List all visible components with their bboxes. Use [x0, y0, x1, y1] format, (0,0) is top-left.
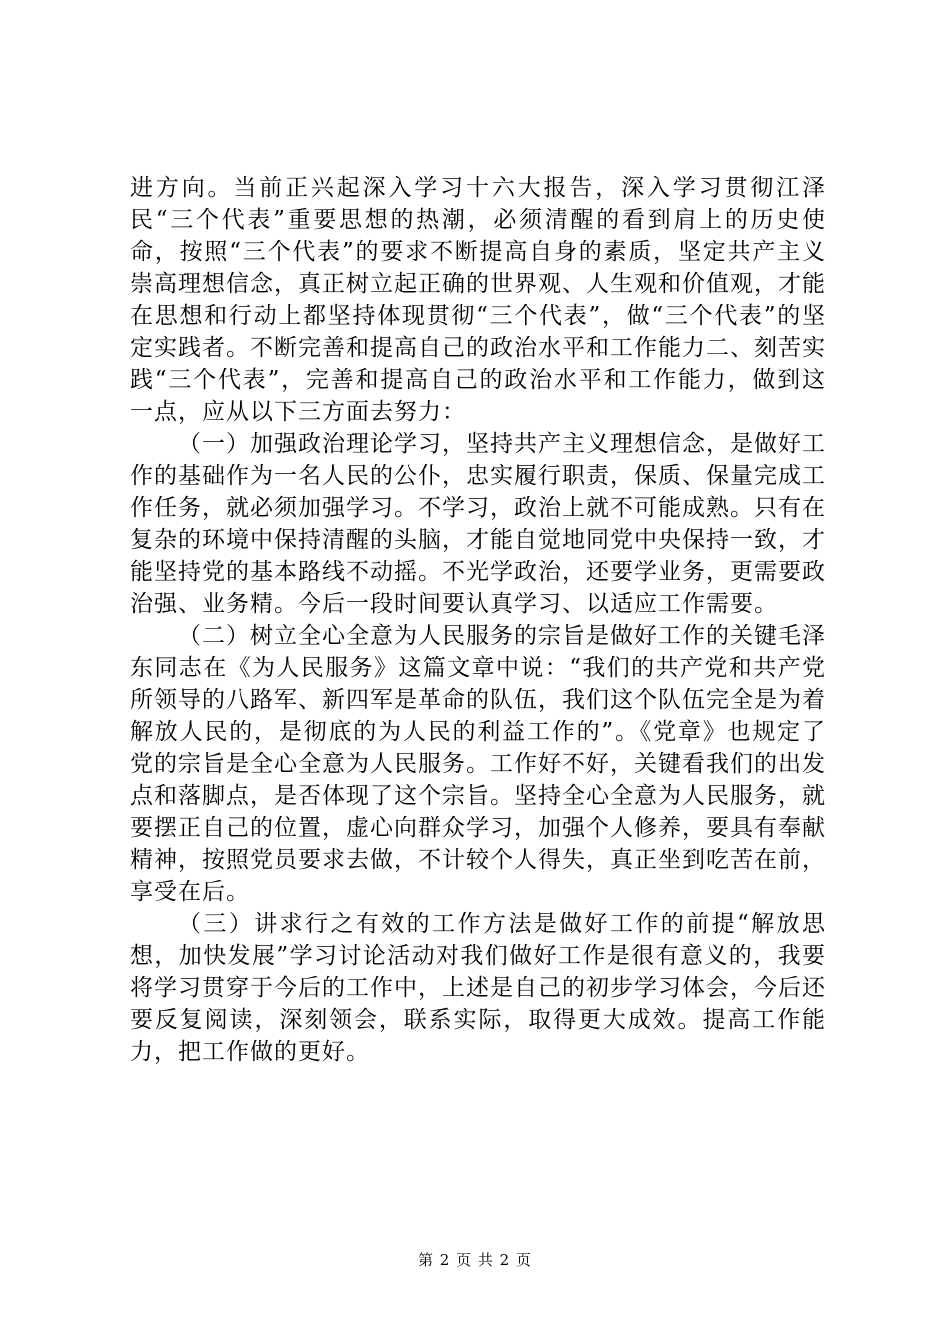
paragraph-section-one: （一）加强政治理论学习，坚持共产主义理想信念，是做好工作的基础作为一名人民的公仆，忠实履行职责，保质、保量完成工作任务，就必须加强学习。不学习，政治上就不可能成熟。只有在复杂的环境中保持清醒的头脑，才能自觉地同党中央保持一致，才能坚持党的基本路线不动摇。不光学政治，还要学业务，更需要政治强、业务精。今后一段时间要认真学习、以适应工作需要。: [130, 431, 826, 617]
document-body: [130, 172, 826, 1068]
paragraph-section-three: （三）讲求行之有效的工作方法是做好工作的前提“解放思想，加快发展”学习讨论活动对我们做好工作是很有意义的，我要将学习贯穿于今后的工作中，上述是自己的初步学习体会，今后还要反复阅读，深刻领会，联系实际，取得更大成效。提高工作能力，把工作做的更好。: [130, 911, 826, 1065]
page-footer-number: 第 2 页 共 2 页: [418, 1251, 532, 1269]
paragraph-section-two: （二）树立全心全意为人民服务的宗旨是做好工作的关键毛泽东同志在《为人民服务》这篇文章中说：“我们的共产党和共产党所领导的八路军、新四军是革命的队伍，我们这个队伍完全是为着解放人民的，是彻底的为人民的利益工作的”。《党章》也规定了党的宗旨是全心全意为人民服务。工作好不好，关键看我们的出发点和落脚点，是否体现了这个宗旨。坚持全心全意为人民服务，就要摆正自己的位置，虚心向群众学习，加强个人修养，要具有奉献精神，按照党员要求去做，不计较个人得失，真正坐到吃苦在前，享受在后。: [130, 623, 826, 905]
paragraph-continuation: 进方向。当前正兴起深入学习十六大报告，深入学习贯彻江泽民“三个代表”重要思想的热潮，必须清醒的看到肩上的历史使命，按照“三个代表”的要求不断提高自身的素质，坚定共产主义崇高理想信念，真正树立起正确的世界观、人生观和价值观，才能在思想和行动上都坚持体现贯彻“三个代表”，做“三个代表”的坚定实践者。不断完善和提高自己的政治水平和工作能力二、刻苦实践“三个代表”，完善和提高自己的政治水平和工作能力，做到这一点，应从以下三方面去努力：: [130, 175, 826, 425]
